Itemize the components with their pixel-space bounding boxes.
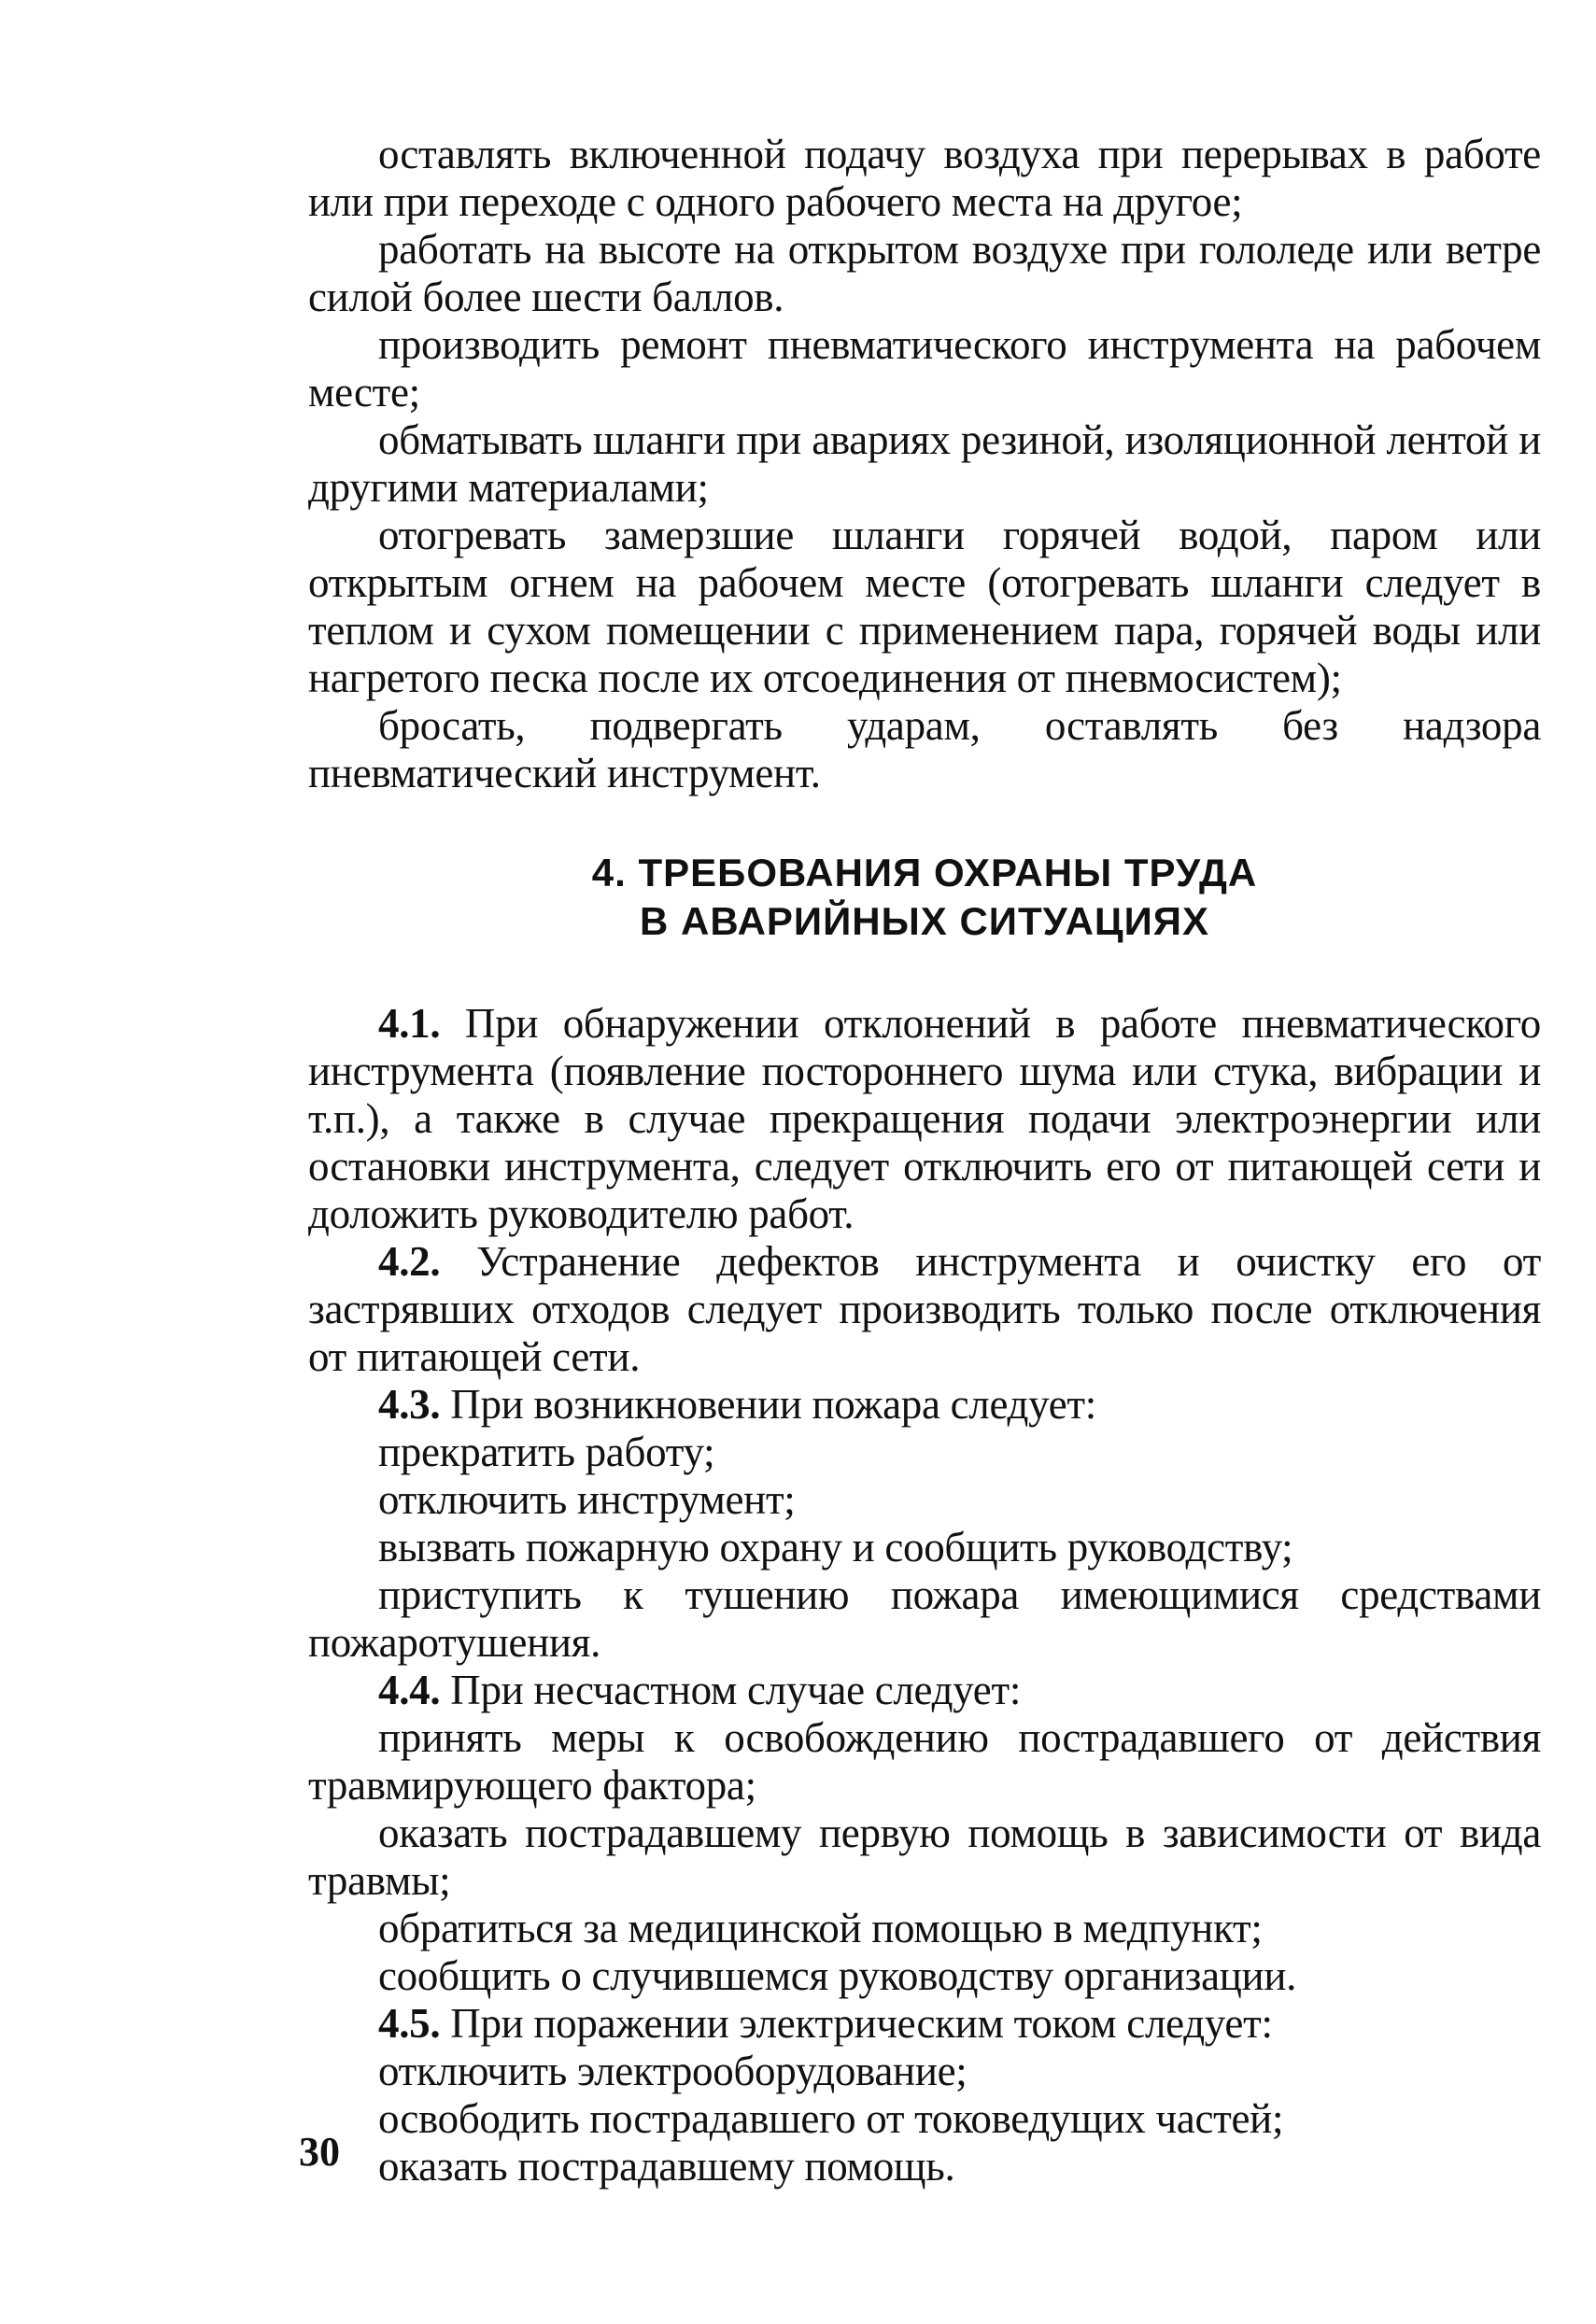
clause-4-5 (308, 2000, 1541, 2048)
list-item: обратиться за медицинской помощью в медпункт; (378, 1905, 1263, 1951)
list-item: прекратить работу; (378, 1429, 715, 1475)
prohibition-item: бросать, подвергать ударам, оставлять без надзора пневматический инструмент. (308, 702, 1541, 796)
list-item: приступить к тушению пожара имеющимися средствами пожаротушения. (308, 1571, 1541, 1666)
list-item: оказать пострадавшему помощь. (378, 2143, 955, 2190)
prohibition-item: отогревать замерзшие шланги горячей водой, паром или открытым огнем на рабочем месте (отогревать шланги следует в теплом и сухом помещении с применением пара, горячей воды или нагретого песка после их отсоединения от пневмосистем); (308, 512, 1541, 701)
section-heading-line-1: 4. ТРЕБОВАНИЯ ОХРАНЫ ТРУДА (591, 851, 1258, 894)
list-item: отключить электрооборудование; (378, 2048, 967, 2094)
clause-4-2 (308, 1238, 1541, 1381)
clause-text: При возникновении пожара следует: (450, 1381, 1096, 1428)
section-heading-line-2: В АВАРИЙНЫХ СИТУАЦИЯХ (640, 899, 1209, 943)
clause-4-1 (308, 1000, 1541, 1238)
prohibition-item: производить ремонт пневматического инструмента на рабочем месте; (308, 321, 1541, 416)
clause-text: При несчастном случае следует: (450, 1667, 1022, 1713)
prohibition-item: обматывать шланги при авариях резиной, изоляционной лентой и другими материалами; (308, 416, 1541, 511)
prohibition-item: оставлять включенной подачу воздуха при перерывах в работе или при переходе с одного рабочего места на другое; (308, 131, 1541, 225)
section-heading (308, 849, 1541, 946)
clause-number: 4.2. (378, 1238, 441, 1285)
clause-text: Устранение дефектов инструмента и очистку его от застрявших отходов следует производить только после отключения от питающей сети. (308, 1238, 1541, 1380)
clause-4-3 (308, 1381, 1541, 1429)
clause-text: При обнаружении отклонений в работе пневматического инструмента (появление постороннего шума или стука, вибрации и т.п.), а также в случае прекращения подачи электроэнергии или остановки инструмента, следует отключить его от питающей сети и доложить руководителю работ. (308, 1000, 1541, 1237)
document-page (308, 131, 1541, 2190)
list-item: сообщить о случившемся руководству организации. (378, 1952, 1297, 1999)
list-item: оказать пострадавшему первую помощь в зависимости от вида травмы; (308, 1810, 1541, 1904)
clause-number: 4.4. (378, 1667, 441, 1713)
list-item: принять меры к освобождению пострадавшего от действия травмирующего фактора; (308, 1714, 1541, 1809)
clause-number: 4.5. (378, 2000, 441, 2047)
list-item: отключить инструмент; (378, 1476, 796, 1523)
clause-number: 4.3. (378, 1381, 441, 1428)
list-item: вызвать пожарную охрану и сообщить руководству; (378, 1524, 1293, 1570)
clause-4-4 (308, 1667, 1541, 1714)
page-number: 30 (299, 2129, 340, 2175)
clause-text: При поражении электрическим током следует: (450, 2000, 1273, 2047)
clause-number: 4.1. (378, 1000, 441, 1047)
prohibition-item: работать на высоте на открытом воздухе при гололеде или ветре силой более шести баллов. (308, 226, 1541, 320)
list-item: освободить пострадавшего от токоведущих частей; (378, 2095, 1284, 2142)
